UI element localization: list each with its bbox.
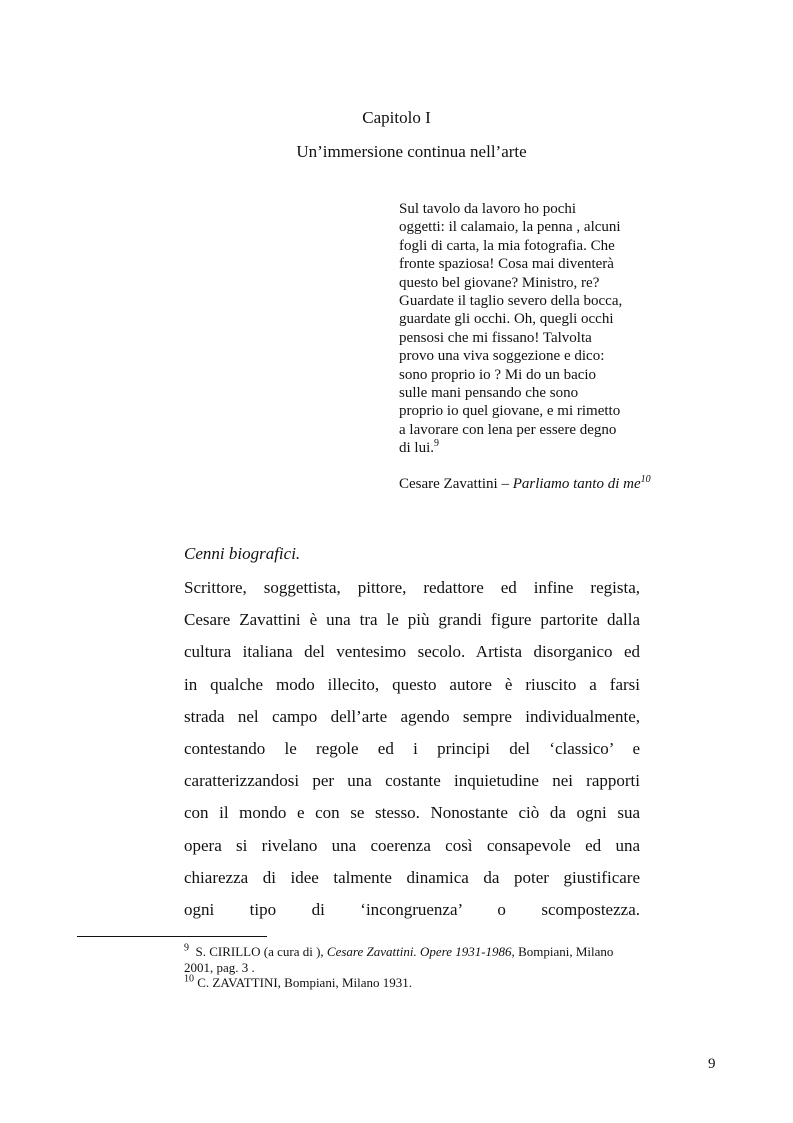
epigraph-line: di lui. bbox=[399, 440, 435, 457]
epigraph-line: Guardate il taglio severo della bocca, bbox=[399, 293, 623, 310]
attribution-work: Parliamo tanto di me bbox=[512, 476, 641, 492]
epigraph-line: sulle mani pensando che sono bbox=[399, 385, 579, 402]
epigraph-line: proprio io quel giovane, e mi rimetto bbox=[399, 403, 621, 420]
body-line: caratterizzandosi per una costante inquietudine nei rapporti bbox=[184, 771, 640, 791]
footnote-text: Bompiani, Milano 2001, pag. 3 . bbox=[184, 944, 614, 975]
section-heading: Cenni biografici. bbox=[184, 544, 301, 563]
body-line: opera si rivelano una coerenza così consapevole ed una bbox=[184, 835, 640, 855]
epigraph-quote bbox=[399, 200, 659, 458]
body-line: cultura italiana del ventesimo secolo. Artista disorganico ed bbox=[184, 642, 640, 662]
epigraph-last-line bbox=[399, 439, 659, 457]
footnote-ref[interactable]: 9 bbox=[434, 438, 440, 450]
body-line: ogni tipo di ‘incongruenza’ o scompostezza. bbox=[184, 899, 640, 919]
footnote-text: S. CIRILLO (a cura di ), bbox=[189, 944, 327, 959]
epigraph-line: questo bel giovane? Ministro, re? bbox=[399, 274, 600, 291]
body-line: con il mondo e con se stesso. Nonostante ciò da ogni sua bbox=[184, 803, 640, 823]
epigraph-line: Sul tavolo da lavoro ho pochi bbox=[399, 201, 577, 217]
body-line: Cesare Zavattini è una tra le più grandi figure partorite dalla bbox=[184, 610, 640, 630]
footnote-10 bbox=[184, 975, 640, 991]
chapter-subtitle: Un’immersione continua nell’arte bbox=[296, 142, 527, 161]
chapter-title: Capitolo I bbox=[362, 108, 431, 127]
epigraph-line: provo una viva soggezione e dico: bbox=[399, 348, 605, 365]
footnotes bbox=[184, 944, 640, 991]
footnote-number: 9 bbox=[184, 942, 189, 954]
body-line: chiarezza di idee talmente dinamica da poter giustificare bbox=[184, 867, 640, 887]
epigraph-line: fronte spaziosa! Cosa mai diventerà bbox=[399, 256, 614, 273]
epigraph-line: guardate gli occhi. Oh, quegli occhi bbox=[399, 311, 614, 328]
footnote-text: C. ZAVATTINI, Bompiani, Milano 1931. bbox=[194, 975, 412, 990]
epigraph-attribution bbox=[399, 476, 651, 493]
body-line: contestando le regole ed i principi del ‘classico’ e bbox=[184, 738, 640, 758]
body-paragraph bbox=[184, 572, 640, 926]
page-number: 9 bbox=[708, 1056, 716, 1072]
body-line: strada nel campo dell’arte agendo sempre individualmente, bbox=[184, 706, 640, 726]
footnote-number: 10 bbox=[184, 973, 194, 985]
epigraph-line: pensosi che mi fissano! Talvolta bbox=[399, 329, 592, 346]
epigraph-line: a lavorare con lena per essere degno bbox=[399, 421, 617, 438]
epigraph-line: oggetti: il calamaio, la penna , alcuni bbox=[399, 219, 621, 236]
attribution-author: Cesare Zavattini – bbox=[399, 476, 513, 492]
footnote-ref[interactable]: 10 bbox=[640, 474, 651, 485]
footnote-9 bbox=[184, 944, 640, 975]
epigraph-line: fogli di carta, la mia fotografia. Che bbox=[399, 237, 615, 254]
footnote-title: Cesare Zavattini. Opere 1931-1986, bbox=[326, 944, 515, 959]
body-line: Scrittore, soggettista, pittore, redattore ed infine regista, bbox=[184, 578, 640, 597]
epigraph-line: sono proprio io ? Mi do un bacio bbox=[399, 366, 597, 383]
body-line: in qualche modo illecito, questo autore è riuscito a farsi bbox=[184, 674, 640, 694]
footnote-separator bbox=[77, 936, 267, 937]
